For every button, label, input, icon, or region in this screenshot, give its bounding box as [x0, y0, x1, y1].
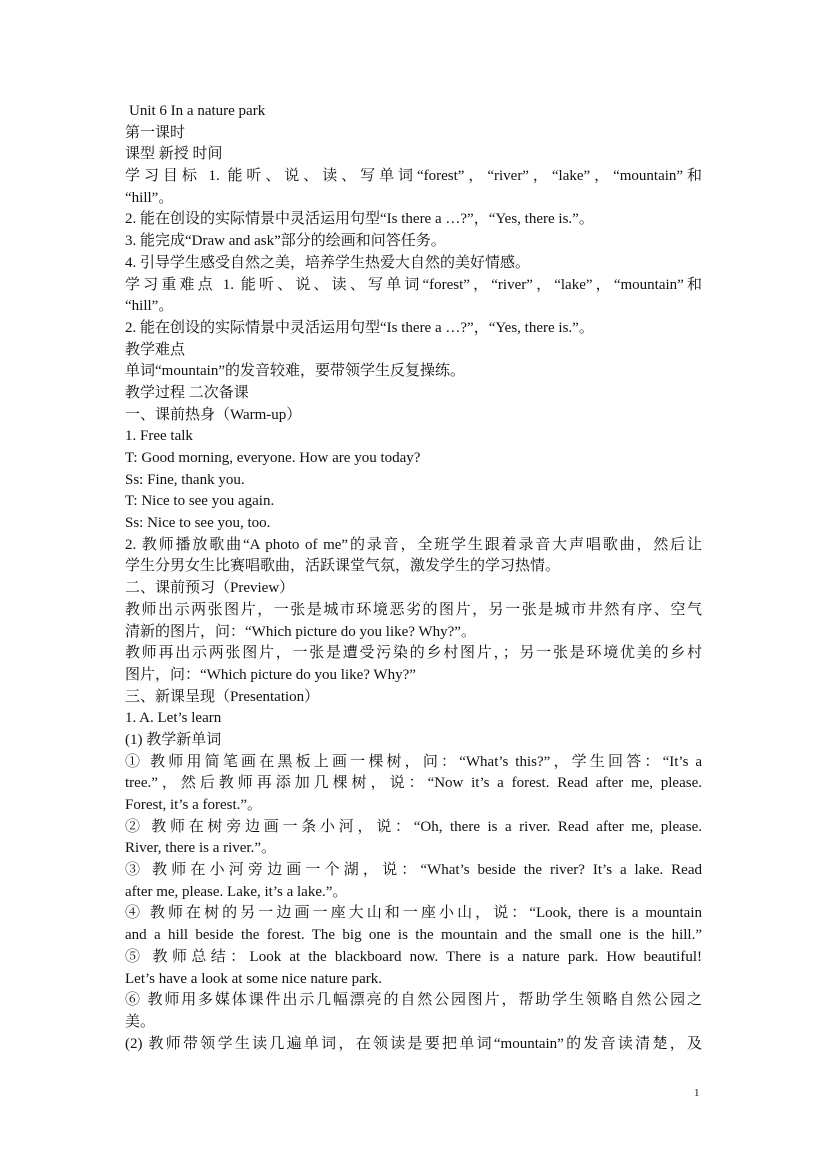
- text-line: 课型 新授 时间: [125, 146, 223, 163]
- text-line: 3. 能完成“Draw and ask”部分的绘画和问答任务。: [125, 233, 446, 250]
- document-title: Unit 6 In a nature park: [129, 103, 266, 119]
- text-line: 美。: [125, 1013, 156, 1030]
- text-line: 2. 能在创设的实际情景中灵活运用句型“Is there a …?”，“Yes, there is.”。: [125, 319, 594, 336]
- document-body: [125, 101, 702, 1055]
- text-line: “hill”。: [125, 298, 174, 315]
- text-line: tree.”，然后教师再添加几棵树，说：“Now it’s a forest. Read after me, please.: [125, 775, 702, 792]
- section-heading: 教学过程 二次备课: [125, 384, 249, 401]
- section-heading: 二、课前预习（Preview）: [125, 580, 295, 597]
- text-line: 学习目标 1. 能听、说、读、写单词“forest”，“river”，“lake”，“mountain”和: [125, 168, 702, 185]
- text-line: River, there is a river.”。: [125, 840, 277, 857]
- text-line: 1. A. Let’s learn: [125, 710, 222, 727]
- text-line: ⑥ 教师用多媒体课件出示几幅漂亮的自然公园图片，帮助学生领略自然公园之: [125, 992, 702, 1009]
- dialogue-line: Ss: Nice to see you, too.: [125, 515, 271, 532]
- text-line: ⑤ 教师总结：Look at the blackboard now. There is a nature park. How beautiful!: [125, 948, 702, 965]
- section-heading: 一、课前热身（Warm-up）: [125, 406, 302, 423]
- text-line: 单词“mountain”的发音较难，要带领学生反复操练。: [125, 363, 465, 380]
- dialogue-line: T: Nice to see you again.: [125, 493, 275, 510]
- text-line: after me, please. Lake, it’s a lake.”。: [125, 883, 348, 900]
- text-line: ② 教师在树旁边画一条小河，说：“Oh, there is a river. Read after me, please.: [125, 818, 702, 835]
- text-line: 2. 教师播放歌曲“A photo of me”的录音，全班学生跟着录音大声唱歌曲，然后让: [125, 536, 702, 553]
- text-line: and a hill beside the forest. The big one is the mountain and the small one is the hill.”: [125, 927, 702, 944]
- section-heading: 三、新课呈现（Presentation）: [125, 688, 320, 705]
- text-line: “hill”。: [125, 189, 174, 206]
- text-line: 1. Free talk: [125, 428, 193, 445]
- text-line: 学生分男女生比赛唱歌曲，活跃课堂气氛，激发学生的学习热情。: [125, 558, 561, 575]
- text-line: 教师再出示两张图片，一张是遭受污染的乡村图片，；另一张是环境优美的乡村: [125, 645, 702, 662]
- text-line: (2) 教师带领学生读几遍单词，在领读是要把单词“mountain”的发音读清楚，及: [125, 1035, 702, 1052]
- text-line: 第一课时: [125, 124, 186, 141]
- text-line: 4. 引导学生感受自然之美，培养学生热爱大自然的美好情感。: [125, 254, 531, 271]
- text-line: 2. 能在创设的实际情景中灵活运用句型“Is there a …?”，“Yes, there is.”。: [125, 211, 594, 228]
- text-line: ③ 教师在小河旁边画一个湖，说：“What’s beside the river? It’s a lake. Read: [125, 862, 702, 879]
- text-line: 学习重难点 1. 能听、说、读、写单词“forest”，“river”，“lake”，“mountain”和: [125, 276, 702, 293]
- page-number: 1: [694, 1087, 700, 1099]
- text-line: (1) 教学新单词: [125, 731, 222, 748]
- text-line: 清新的图片，问：“Which picture do you like? Why?”。: [125, 623, 476, 640]
- dialogue-line: Ss: Fine, thank you.: [125, 471, 245, 488]
- text-line: 图片，问：“Which picture do you like? Why?”: [125, 666, 416, 683]
- text-line: Let’s have a look at some nice nature park.: [125, 970, 382, 987]
- text-line: 教师出示两张图片，一张是城市环境恶劣的图片，另一张是城市井然有序、空气: [125, 601, 702, 618]
- text-line: ④ 教师在树的另一边画一座大山和一座小山，说：“Look, there is a mountain: [125, 905, 702, 922]
- section-heading: 教学难点: [125, 341, 186, 358]
- dialogue-line: T: Good morning, everyone. How are you today?: [125, 450, 421, 466]
- text-line: Forest, it’s a forest.”。: [125, 797, 263, 813]
- text-line: ① 教师用简笔画在黑板上画一棵树，问：“What’s this?”，学生回答：“It’s a: [125, 753, 702, 770]
